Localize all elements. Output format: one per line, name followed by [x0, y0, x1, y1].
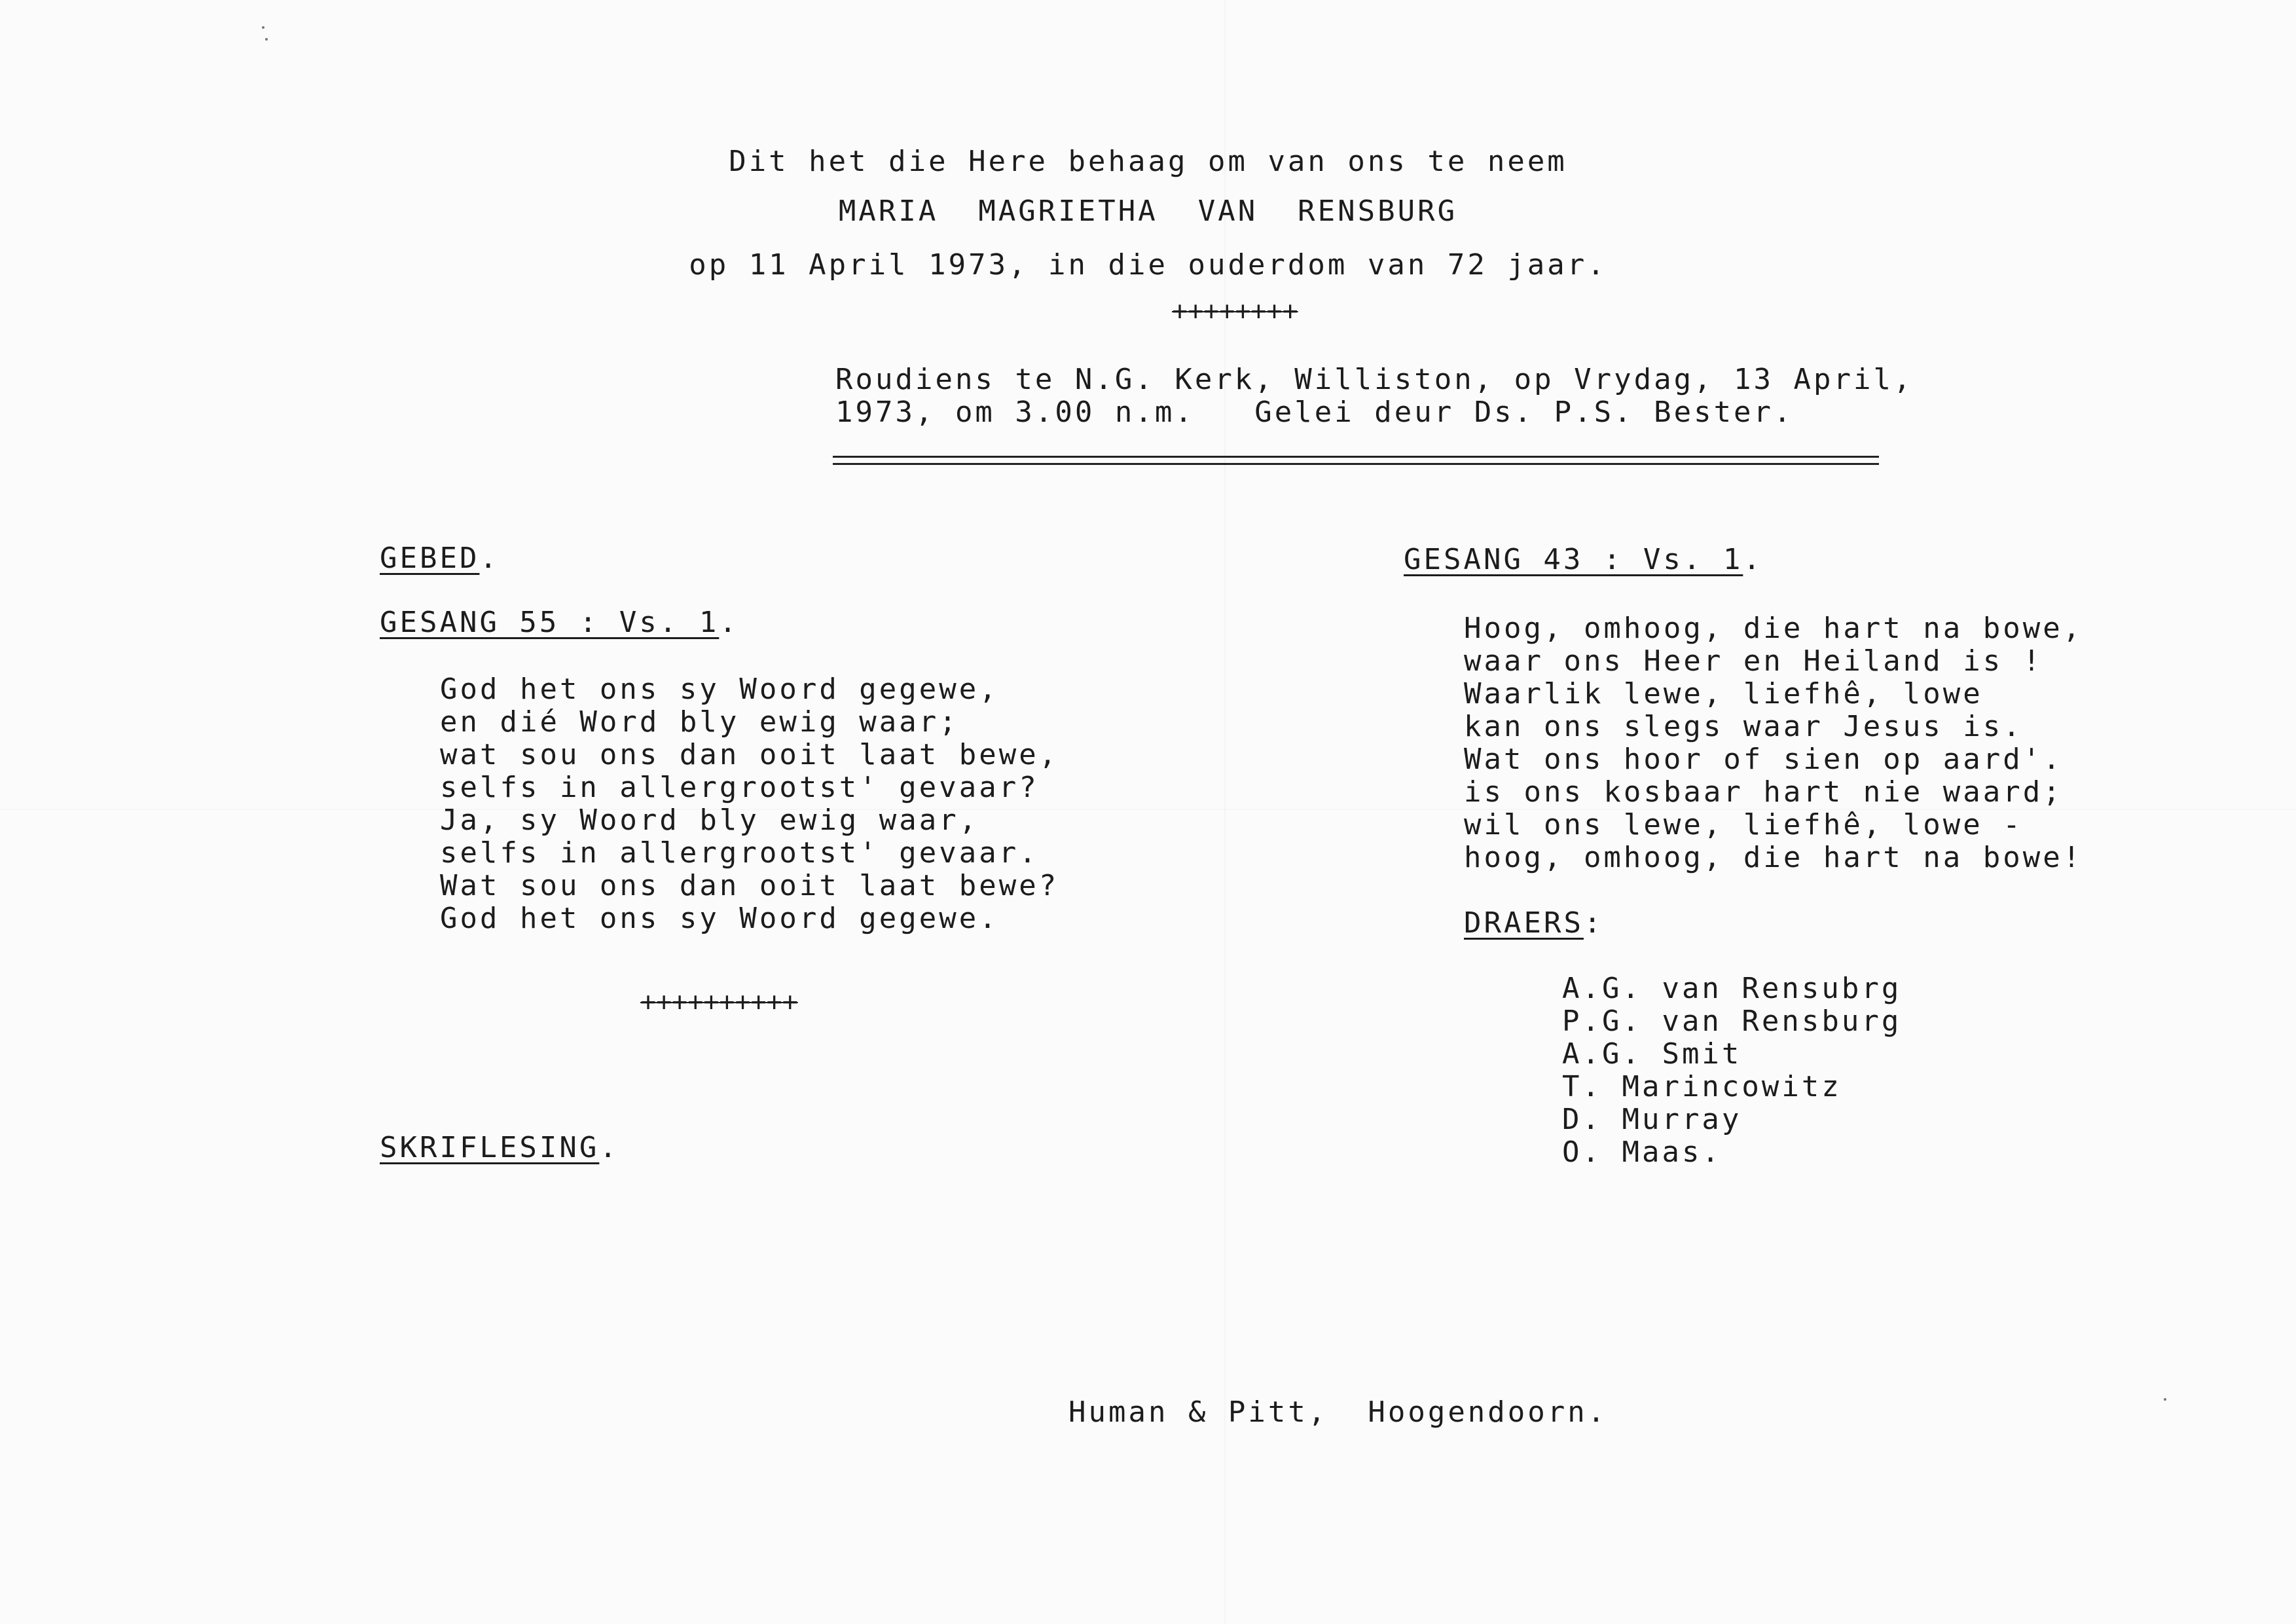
- paper-speck: [265, 38, 268, 41]
- pallbearer-name: P.G. van Rensburg: [1562, 1005, 1902, 1038]
- gesang-55-heading: GESANG 55 : Vs. 1.: [380, 606, 739, 639]
- service-details-line-2: 1973, om 3.00 n.m. Gelei deur Ds. P.S. Bester.: [835, 396, 1794, 429]
- hymn-line: Wat sou ons dan ooit laat bewe?: [440, 869, 1059, 902]
- gesang-43-heading: GESANG 43 : Vs. 1.: [1404, 543, 1763, 576]
- pallbearer-name: T. Marincowitz: [1562, 1070, 1842, 1103]
- hymn-line: waar ons Heer en Heiland is !: [1464, 644, 2043, 678]
- pallbearer-name: A.G. van Rensubrg: [1562, 972, 1902, 1005]
- paper-speck: [2164, 1398, 2166, 1401]
- death-date-line: op 11 April 1973, in die ouderdom van 72 jaar.: [689, 248, 1607, 282]
- double-rule: [833, 456, 1879, 465]
- hymn-line: God het ons sy Woord gegewe,: [440, 673, 999, 706]
- hymn-line: Waarlik lewe, liefhê, lowe: [1464, 677, 1983, 710]
- skriflesing-heading: SKRIFLESING.: [380, 1131, 619, 1164]
- announcement-line: Dit het die Here behaag om van ons te neem: [729, 145, 1567, 178]
- hymn-line: God het ons sy Woord gegewe.: [440, 902, 999, 935]
- pallbearer-name: A.G. Smit: [1562, 1037, 1742, 1071]
- undertaker-credit: Human & Pitt, Hoogendoorn.: [1068, 1395, 1608, 1429]
- cross-divider: ++++++++: [1172, 296, 1298, 326]
- hymn-line: is ons kosbaar hart nie waard;: [1464, 775, 2063, 809]
- hymn-line: Wat ons hoor of sien op aard'.: [1464, 743, 2063, 776]
- hymn-line: en dié Word bly ewig waar;: [440, 705, 959, 739]
- hymn-line: selfs in allergrootst' gevaar.: [440, 836, 1039, 870]
- cross-divider: ++++++++++: [640, 987, 798, 1017]
- hymn-line: Hoog, omhoog, die hart na bowe,: [1464, 612, 2083, 645]
- deceased-name: MARIA MAGRIETHA VAN RENSBURG: [838, 194, 1458, 228]
- hymn-line: kan ons slegs waar Jesus is.: [1464, 710, 2023, 743]
- pallbearer-name: D. Murray: [1562, 1103, 1742, 1136]
- paper-fold-vertical: [1224, 0, 1226, 1624]
- hymn-line: wat sou ons dan ooit laat bewe,: [440, 738, 1059, 771]
- paper-speck: [262, 26, 264, 29]
- hymn-line: selfs in allergrootst' gevaar?: [440, 771, 1039, 804]
- pallbearer-name: O. Maas.: [1562, 1135, 1722, 1169]
- service-details-line-1: Roudiens te N.G. Kerk, Williston, op Vrydag, 13 April,: [835, 363, 1914, 396]
- hymn-line: wil ons lewe, liefhê, lowe -: [1464, 808, 2023, 841]
- hymn-line: hoog, omhoog, die hart na bowe!: [1464, 841, 2083, 874]
- gebed-heading: GEBED.: [380, 542, 500, 575]
- draers-heading: DRAERS:: [1464, 906, 1604, 940]
- hymn-line: Ja, sy Woord bly ewig waar,: [440, 803, 979, 837]
